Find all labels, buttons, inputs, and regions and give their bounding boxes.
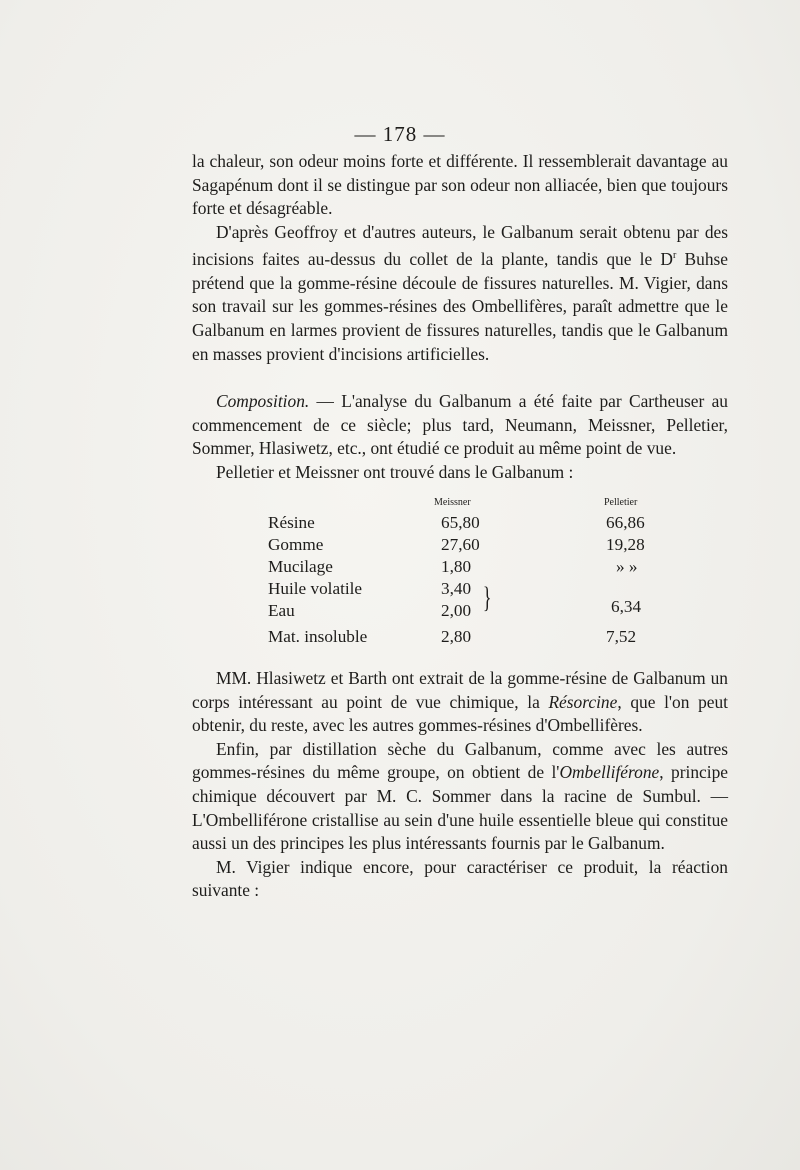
- meissner-value: 2,00: [441, 601, 472, 620]
- resorcine-term: Résorcine: [548, 691, 618, 712]
- pelletier-value: 66,86: [606, 513, 645, 532]
- ombelliferone-text-a: Enfin, par distillation sèche du Galbanum, comme avec les autres gommes-résines du même groupe, on obtient de l': [192, 738, 728, 783]
- row-label: Résine: [268, 513, 315, 532]
- row-label: Eau: [268, 601, 295, 620]
- text-block-bottom: [192, 667, 728, 903]
- paragraph-2: [192, 221, 728, 366]
- pelletier-value: » »: [616, 557, 638, 576]
- table-row: [268, 627, 688, 649]
- row-label: Huile volatile: [268, 579, 363, 598]
- meissner-value: 3,40: [441, 579, 472, 598]
- pelletier-value: 7,52: [606, 627, 637, 646]
- meissner-value: 27,60: [441, 535, 480, 554]
- paragraph-2-part-a: D'après Geoffroy et d'autres auteurs, le Galbanum serait obtenu par des incisions faites au-dessus du collet de la plante, tandis que le D: [192, 221, 728, 270]
- composition-heading: Composition.: [216, 391, 310, 411]
- ombelliferone-term: Ombelliférone: [559, 762, 660, 783]
- table-header: [268, 497, 688, 513]
- composition-table: [268, 497, 688, 649]
- meissner-value: 65,80: [441, 513, 480, 532]
- pelletier-combined-value: 6,34: [611, 597, 642, 616]
- row-label: Gomme: [268, 535, 324, 554]
- meissner-value: 1,80: [441, 557, 472, 576]
- resorcine-text-a: MM. Hlasiwetz et Barth ont extrait de la gomme-résine de Galbanum un corps intéressant au point de vue chimique, la: [192, 668, 728, 712]
- table-row: [268, 513, 688, 535]
- pelletier-value: 19,28: [606, 535, 645, 554]
- paragraph-intro-table: Pelletier et Meissner ont trouvé dans le Galbanum :: [216, 461, 574, 482]
- table-row: [268, 535, 688, 557]
- resorcine-text-b: , que l'on peut obtenir, du reste, avec les autres gommes-résines d'Ombellifères.: [192, 691, 729, 736]
- paragraph-ombelliferone: [192, 738, 728, 856]
- grouping-brace: }: [482, 581, 492, 614]
- ombelliferone-text-b: , principe chimique découvert par M. C. Sommer dans la racine de Sumbul. — L'Ombelliférone cristallise au sein d'une huile essentielle bleue qui constitue aussi un des principes les plus intéressants fournis par le Galbanum.: [192, 762, 728, 854]
- paragraph-vigier: M. Vigier indique encore, pour caractériser ce produit, la réaction suivante :: [192, 856, 728, 901]
- text-block-composition: [192, 390, 728, 484]
- paragraph-1: la chaleur, son odeur moins forte et différente. Il ressemblerait davantage au Sagapénum dont il se distingue par son odeur non alliacée, bien que toujours forte et désagréable.: [192, 151, 728, 219]
- table-row: [268, 557, 688, 579]
- row-label: Mucilage: [268, 557, 333, 576]
- row-label: Mat. insoluble: [268, 627, 368, 646]
- header-pelletier: Pelletier: [604, 497, 638, 508]
- paragraph-resorcine: [192, 667, 728, 738]
- text-block-top: [192, 150, 728, 366]
- composition-text: — L'analyse du Galbanum a été faite par Cartheuser au commencement de ce siècle; plus tard, Neumann, Meissner, Pelletier, Sommer, Hlasiwetz, etc., ont étudié ce produit au même point de vue.: [192, 391, 728, 459]
- paragraph-2-part-b: Buhse prétend que la gomme-résine découle de fissures naturelles. M. Vigier, dans son travail sur les gommes-résines des Ombellifères, paraît admettre que le Galbanum en larmes provient de fissures naturelles, tandis que le Galbanum en masses provient d'incisions artificielles.: [192, 249, 728, 364]
- doctor-superscript: r: [672, 250, 677, 262]
- meissner-value: 2,80: [441, 627, 472, 646]
- header-meissner: Meissner: [434, 497, 471, 508]
- page-number: — 178 —: [354, 122, 446, 146]
- paragraph-composition: [192, 390, 728, 461]
